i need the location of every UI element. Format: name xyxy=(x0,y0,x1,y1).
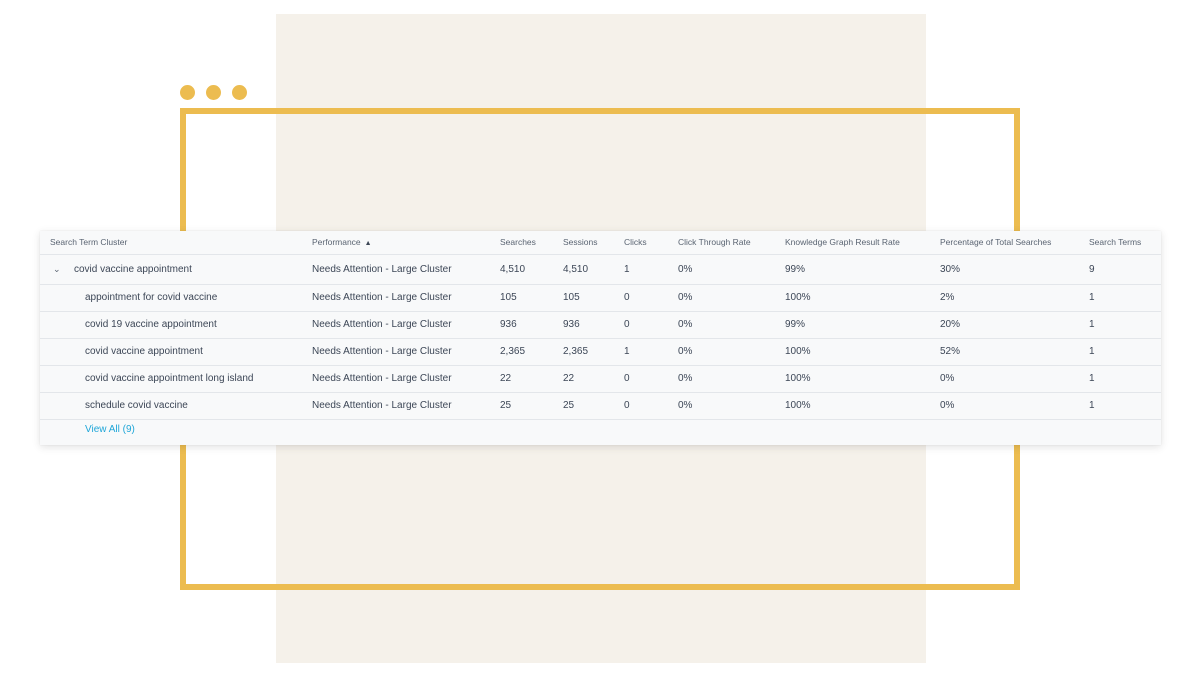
row-sessions: 105 xyxy=(563,292,580,303)
cluster-percentage: 30% xyxy=(940,264,961,275)
cluster-clicks: 1 xyxy=(624,264,630,275)
row-term: schedule covid vaccine xyxy=(85,400,188,411)
row-sessions: 25 xyxy=(563,400,575,411)
row-term: covid vaccine appointment xyxy=(85,346,203,357)
row-performance: Needs Attention - Large Cluster xyxy=(312,373,452,384)
row-percentage: 2% xyxy=(940,292,955,303)
window-dot xyxy=(232,85,247,100)
row-term-count: 1 xyxy=(1089,319,1095,330)
row-searches: 22 xyxy=(500,373,512,384)
row-percentage: 20% xyxy=(940,319,961,330)
cluster-term: covid vaccine appointment xyxy=(74,264,192,275)
row-clicks: 0 xyxy=(624,292,630,303)
table-row[interactable] xyxy=(40,312,1161,339)
row-sessions: 2,365 xyxy=(563,346,589,357)
window-dot xyxy=(206,85,221,100)
row-ctr: 0% xyxy=(678,400,693,411)
row-sessions: 936 xyxy=(563,319,580,330)
cluster-kg-rate: 99% xyxy=(785,264,806,275)
row-performance: Needs Attention - Large Cluster xyxy=(312,292,452,303)
row-term-count: 1 xyxy=(1089,346,1095,357)
row-ctr: 0% xyxy=(678,373,693,384)
row-term: covid 19 vaccine appointment xyxy=(85,319,217,330)
column-header-knowledge-graph-result-rate[interactable]: Knowledge Graph Result Rate xyxy=(785,237,900,247)
search-term-cluster-table xyxy=(40,231,1161,445)
row-searches: 25 xyxy=(500,400,512,411)
table-row[interactable] xyxy=(40,339,1161,366)
row-clicks: 0 xyxy=(624,373,630,384)
row-term: covid vaccine appointment long island xyxy=(85,373,254,384)
row-percentage: 0% xyxy=(940,373,955,384)
column-header-click-through-rate[interactable]: Click Through Rate xyxy=(678,237,751,247)
row-searches: 2,365 xyxy=(500,346,526,357)
row-sessions: 22 xyxy=(563,373,575,384)
sort-ascending-icon: ▲ xyxy=(364,240,372,247)
row-searches: 936 xyxy=(500,319,517,330)
cluster-searches: 4,510 xyxy=(500,264,526,275)
column-header-performance-label: Performance xyxy=(312,237,361,247)
row-ctr: 0% xyxy=(678,346,693,357)
row-performance: Needs Attention - Large Cluster xyxy=(312,400,452,411)
row-term-count: 1 xyxy=(1089,292,1095,303)
column-header-sessions[interactable]: Sessions xyxy=(563,237,598,247)
table-row[interactable] xyxy=(40,366,1161,393)
row-kg-rate: 100% xyxy=(785,346,811,357)
row-clicks: 0 xyxy=(624,400,630,411)
column-header-search-terms[interactable]: Search Terms xyxy=(1089,237,1142,247)
cluster-ctr: 0% xyxy=(678,264,693,275)
row-kg-rate: 100% xyxy=(785,373,811,384)
row-clicks: 0 xyxy=(624,319,630,330)
row-kg-rate: 99% xyxy=(785,319,806,330)
cluster-parent-row[interactable] xyxy=(40,255,1161,285)
row-ctr: 0% xyxy=(678,319,693,330)
row-kg-rate: 100% xyxy=(785,400,811,411)
table-header-row xyxy=(40,231,1161,255)
row-term-count: 1 xyxy=(1089,373,1095,384)
table-row[interactable] xyxy=(40,393,1161,420)
row-term-count: 1 xyxy=(1089,400,1095,411)
table-row[interactable] xyxy=(40,285,1161,312)
row-percentage: 52% xyxy=(940,346,961,357)
column-header-search-term-cluster[interactable]: Search Term Cluster xyxy=(50,237,128,247)
column-header-searches[interactable]: Searches xyxy=(500,237,536,247)
row-term: appointment for covid vaccine xyxy=(85,292,218,303)
row-searches: 105 xyxy=(500,292,517,303)
view-all-link[interactable]: View All (9) xyxy=(85,424,135,435)
row-performance: Needs Attention - Large Cluster xyxy=(312,319,452,330)
column-header-clicks[interactable]: Clicks xyxy=(624,237,647,247)
chevron-down-icon[interactable]: ⌄ xyxy=(53,264,61,274)
row-kg-rate: 100% xyxy=(785,292,811,303)
cluster-performance: Needs Attention - Large Cluster xyxy=(312,264,452,275)
row-clicks: 1 xyxy=(624,346,630,357)
row-percentage: 0% xyxy=(940,400,955,411)
row-ctr: 0% xyxy=(678,292,693,303)
column-header-percentage-of-total-searches[interactable]: Percentage of Total Searches xyxy=(940,237,1052,247)
window-dot xyxy=(180,85,195,100)
row-performance: Needs Attention - Large Cluster xyxy=(312,346,452,357)
column-header-performance[interactable] xyxy=(312,231,372,255)
cluster-term-count: 9 xyxy=(1089,264,1095,275)
cluster-sessions: 4,510 xyxy=(563,264,589,275)
window-dots xyxy=(180,85,247,100)
